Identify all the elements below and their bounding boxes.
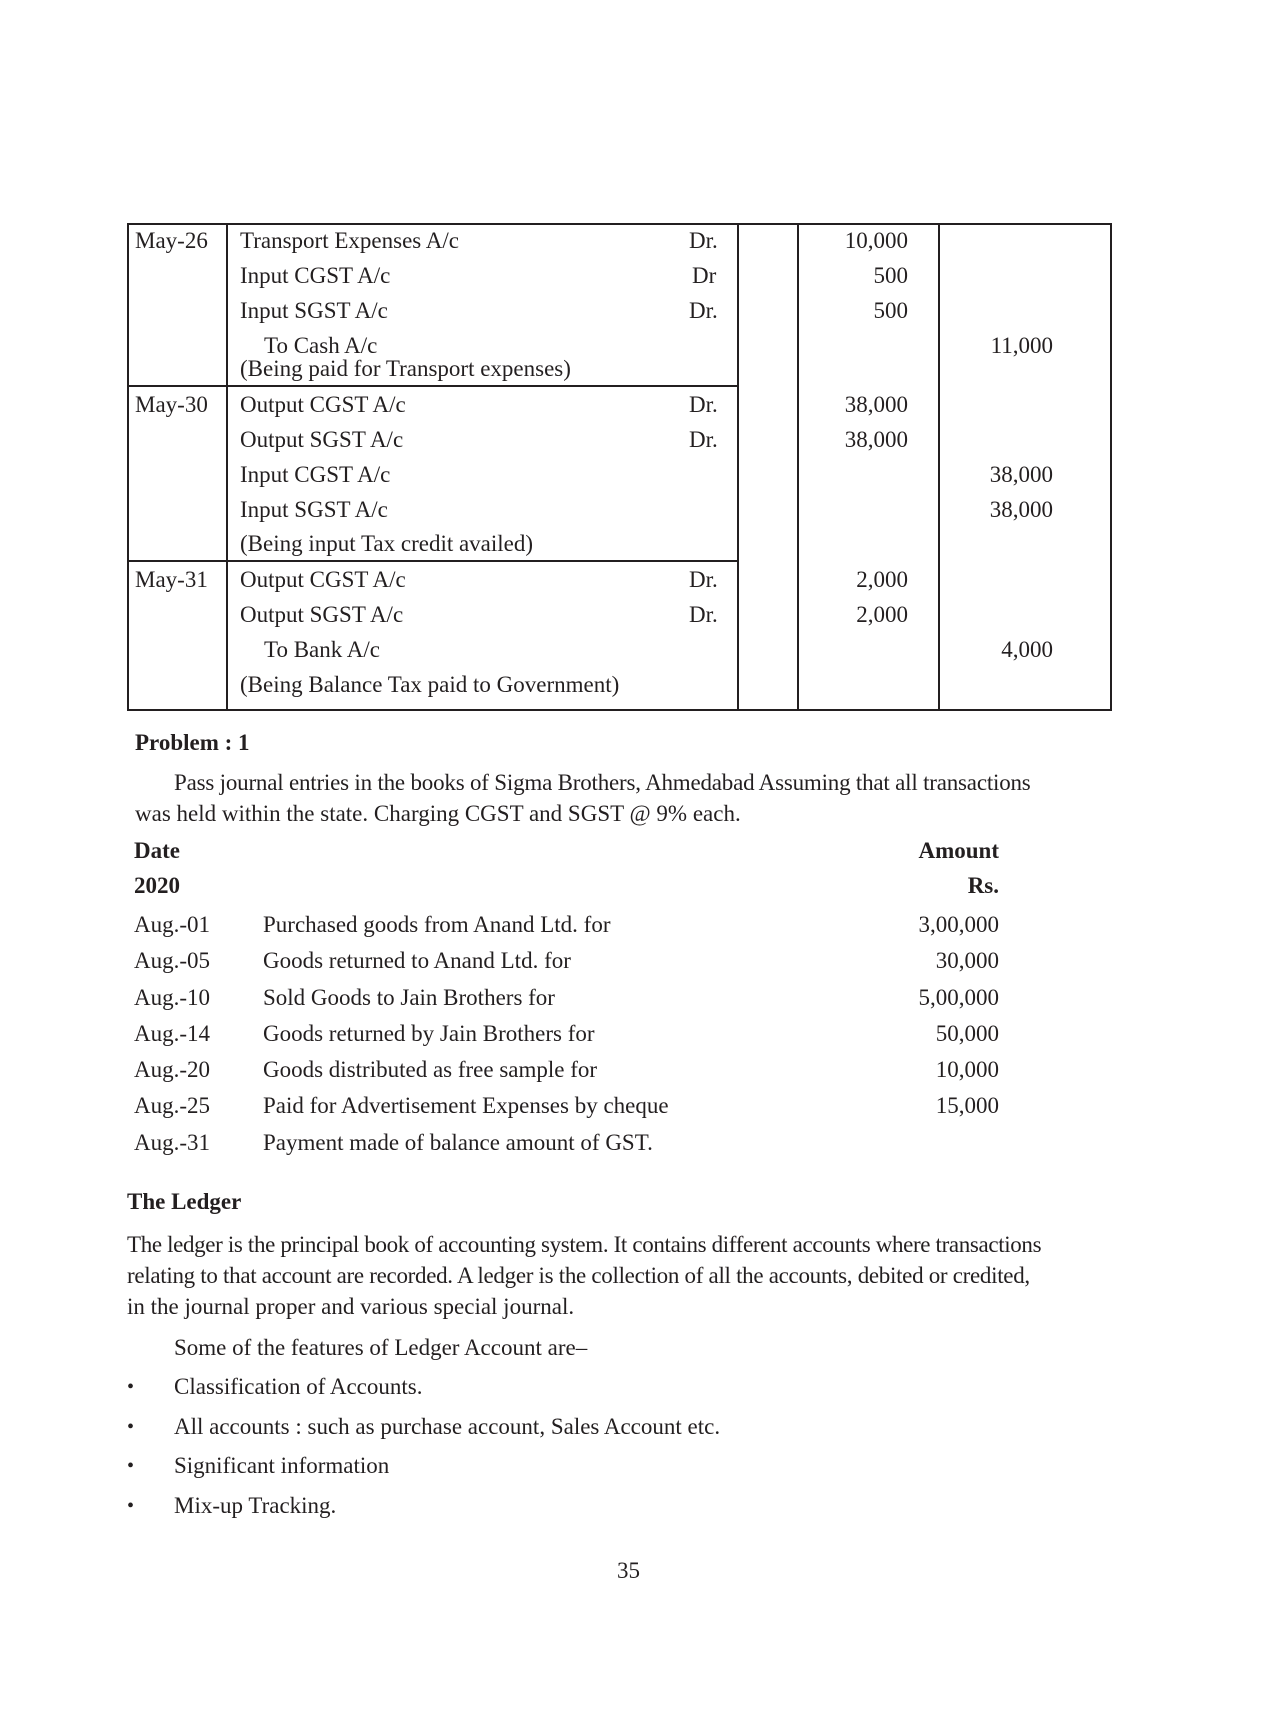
list-item: Mix-up Tracking. [174, 1493, 337, 1518]
entry-date: May-30 [135, 392, 208, 417]
bullet-icon: • [127, 1455, 135, 1477]
particular: Output SGST A/c [240, 427, 404, 452]
column-header-date: Date [134, 838, 180, 863]
particular: Input SGST A/c [240, 497, 388, 522]
debit-amount: 38,000 [844, 392, 908, 417]
table-col-divider-lf [797, 223, 799, 711]
ledger-paragraph-line2: relating to that account are recorded. A ledger is the collection of all the accounts, debited or credited, [127, 1263, 1030, 1288]
column-header-amount: Amount [918, 838, 999, 863]
transaction-amount: 5,00,000 [918, 985, 999, 1010]
transaction-amount: 3,00,000 [918, 912, 999, 937]
problem-intro-line1: Pass journal entries in the books of Sigma Brothers, Ahmedabad Assuming that all transactions [174, 770, 1031, 795]
transaction-desc: Sold Goods to Jain Brothers for [263, 985, 555, 1010]
credit-amount: 38,000 [989, 462, 1053, 487]
table-col-divider-particulars [737, 223, 739, 711]
list-item: All accounts : such as purchase account, Sales Account etc. [174, 1414, 721, 1439]
entry-date: May-26 [135, 228, 208, 253]
credit-amount: 11,000 [990, 333, 1053, 358]
table-col-divider-debit [938, 223, 940, 711]
narration: (Being input Tax credit availed) [240, 531, 534, 556]
table-top-border [127, 223, 1112, 225]
table-col-divider-date [226, 223, 228, 711]
column-header-year: 2020 [134, 873, 180, 898]
transaction-date: Aug.-20 [134, 1057, 211, 1082]
table-bottom-border [127, 709, 1112, 711]
column-header-rs: Rs. [967, 873, 999, 898]
table-right-border [1110, 223, 1112, 711]
credit-amount: 38,000 [989, 497, 1053, 522]
debit-amount: 500 [873, 263, 908, 288]
debit-amount: 2,000 [856, 602, 908, 627]
transaction-desc: Goods distributed as free sample for [263, 1057, 598, 1082]
particular: Input CGST A/c [240, 462, 391, 487]
transaction-date: Aug.-25 [134, 1093, 211, 1118]
dr-marker: Dr. [689, 567, 718, 592]
transaction-date: Aug.-01 [134, 912, 211, 937]
transaction-date: Aug.-14 [134, 1021, 211, 1046]
entry-separator [127, 560, 739, 562]
ledger-paragraph-line1: The ledger is the principal book of accounting system. It contains different accounts where transactions [127, 1232, 1042, 1257]
narration: (Being Balance Tax paid to Government) [240, 672, 620, 697]
dr-marker: Dr. [689, 392, 718, 417]
transaction-desc: Payment made of balance amount of GST. [263, 1130, 653, 1155]
particular: To Bank A/c [264, 637, 380, 662]
debit-amount: 38,000 [844, 427, 908, 452]
transaction-desc: Goods returned by Jain Brothers for [263, 1021, 595, 1046]
bullet-icon: • [127, 1495, 135, 1517]
list-item: Significant information [174, 1453, 390, 1478]
transaction-date: Aug.-10 [134, 985, 211, 1010]
dr-marker: Dr. [689, 602, 718, 627]
dr-marker: Dr. [689, 298, 718, 323]
ledger-heading: The Ledger [127, 1189, 242, 1214]
features-intro: Some of the features of Ledger Account are– [174, 1335, 588, 1360]
particular: Transport Expenses A/c [240, 228, 459, 253]
transaction-amount: 15,000 [935, 1093, 999, 1118]
transaction-desc: Purchased goods from Anand Ltd. for [263, 912, 611, 937]
problem-heading: Problem : 1 [135, 730, 250, 755]
list-item: Classification of Accounts. [174, 1374, 423, 1399]
entry-separator [127, 385, 739, 387]
transaction-amount: 10,000 [935, 1057, 999, 1082]
transaction-amount: 50,000 [935, 1021, 999, 1046]
particular: Input CGST A/c [240, 263, 391, 288]
debit-amount: 500 [873, 298, 908, 323]
table-left-border [127, 223, 129, 711]
credit-amount: 4,000 [1001, 637, 1053, 662]
dr-marker: Dr. [689, 228, 718, 253]
particular: Output CGST A/c [240, 567, 406, 592]
bullet-icon: • [127, 1416, 135, 1438]
page-number: 35 [617, 1558, 640, 1583]
bullet-icon: • [127, 1376, 135, 1398]
transaction-amount: 30,000 [935, 948, 999, 973]
transaction-desc: Goods returned to Anand Ltd. for [263, 948, 571, 973]
transaction-date: Aug.-31 [134, 1130, 211, 1155]
particular: To Cash A/c [264, 333, 378, 358]
ledger-paragraph-line3: in the journal proper and various special journal. [127, 1294, 575, 1319]
debit-amount: 2,000 [856, 567, 908, 592]
entry-date: May-31 [135, 567, 208, 592]
narration: (Being paid for Transport expenses) [240, 356, 571, 381]
problem-intro-line2: was held within the state. Charging CGST and SGST @ 9% each. [135, 801, 741, 826]
dr-marker: Dr. [689, 427, 718, 452]
transaction-date: Aug.-05 [134, 948, 211, 973]
particular: Output SGST A/c [240, 602, 404, 627]
debit-amount: 10,000 [844, 228, 908, 253]
transaction-desc: Paid for Advertisement Expenses by cheque [263, 1093, 669, 1118]
particular: Output CGST A/c [240, 392, 406, 417]
dr-marker: Dr [692, 263, 717, 288]
particular: Input SGST A/c [240, 298, 388, 323]
